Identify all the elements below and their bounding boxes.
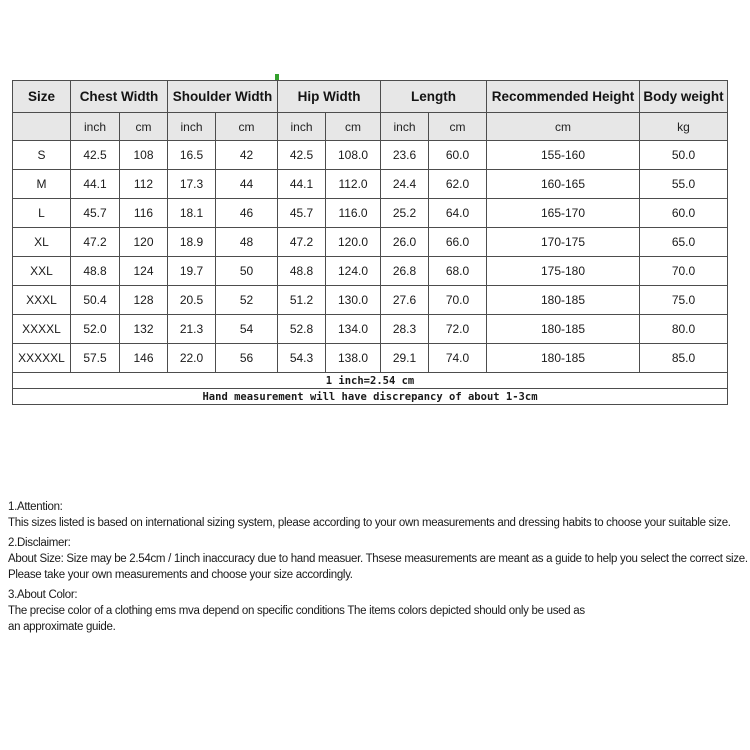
table-cell: 170-175 <box>487 228 640 257</box>
unit-cell: inch <box>168 113 216 141</box>
table-cell: 52.0 <box>71 315 120 344</box>
table-cell: 160-165 <box>487 170 640 199</box>
table-row-xxxxxl <box>13 344 728 373</box>
disclaimer-text-line-1: About Size: Size may be 2.54cm / 1inch inaccuracy due to hand measuer. Thsese measurements are meant as a guide to help you select the correct size. <box>8 553 748 565</box>
size-label-cell: M <box>13 170 71 199</box>
unit-cell <box>13 113 71 141</box>
col-header-recommended-height: Recommended Height <box>487 81 640 113</box>
table-cell: 50.0 <box>640 141 728 170</box>
table-cell: 72.0 <box>429 315 487 344</box>
disclaimer-title: 2.Disclaimer: <box>8 537 71 549</box>
table-cell: 18.1 <box>168 199 216 228</box>
table-cell: 23.6 <box>381 141 429 170</box>
table-cell: 175-180 <box>487 257 640 286</box>
table-cell: 18.9 <box>168 228 216 257</box>
col-header-size: Size <box>13 81 71 113</box>
table-cell: 180-185 <box>487 344 640 373</box>
table-cell: 146 <box>120 344 168 373</box>
table-cell: 112 <box>120 170 168 199</box>
footnotes-block <box>8 499 750 639</box>
size-label-cell: XXL <box>13 257 71 286</box>
size-label-cell: XXXXL <box>13 315 71 344</box>
table-row-xxxxl <box>13 315 728 344</box>
table-cell: 108 <box>120 141 168 170</box>
table-cell: 19.7 <box>168 257 216 286</box>
table-cell: 50 <box>216 257 278 286</box>
table-cell: 27.6 <box>381 286 429 315</box>
disclaimer-text-line-2: Please take your own measurements and choose your size accordingly. <box>8 569 353 581</box>
size-label-cell: XXXL <box>13 286 71 315</box>
inch-conversion-note: 1 inch=2.54 cm <box>13 373 728 389</box>
table-cell: 42 <box>216 141 278 170</box>
table-cell: 54 <box>216 315 278 344</box>
table-row-m <box>13 170 728 199</box>
unit-cell: inch <box>381 113 429 141</box>
table-cell: 24.4 <box>381 170 429 199</box>
table-cell: 52 <box>216 286 278 315</box>
table-cell: 45.7 <box>71 199 120 228</box>
unit-cell: inch <box>278 113 326 141</box>
table-cell: 70.0 <box>429 286 487 315</box>
table-cell: 26.0 <box>381 228 429 257</box>
header-row <box>13 81 728 113</box>
table-cell: 48 <box>216 228 278 257</box>
col-header-body-weight: Body weight <box>640 81 728 113</box>
table-cell: 44.1 <box>71 170 120 199</box>
table-cell: 55.0 <box>640 170 728 199</box>
table-cell: 108.0 <box>326 141 381 170</box>
unit-cell: inch <box>71 113 120 141</box>
col-header-hip-width: Hip Width <box>278 81 381 113</box>
unit-cell: cm <box>487 113 640 141</box>
about-color-text-line-1: The precise color of a clothing ems mva depend on specific conditions The items colors depicted should only be used as <box>8 605 585 617</box>
attention-title: 1.Attention: <box>8 501 63 513</box>
table-cell: 75.0 <box>640 286 728 315</box>
table-cell: 116.0 <box>326 199 381 228</box>
size-label-cell: S <box>13 141 71 170</box>
table-cell: 155-160 <box>487 141 640 170</box>
table-cell: 165-170 <box>487 199 640 228</box>
table-cell: 28.3 <box>381 315 429 344</box>
table-row-l <box>13 199 728 228</box>
col-header-shoulder-width: Shoulder Width <box>168 81 278 113</box>
units-row <box>13 113 728 141</box>
about-color-title: 3.About Color: <box>8 589 78 601</box>
table-cell: 120 <box>120 228 168 257</box>
table-cell: 70.0 <box>640 257 728 286</box>
table-cell: 44.1 <box>278 170 326 199</box>
table-cell: 124 <box>120 257 168 286</box>
table-cell: 48.8 <box>71 257 120 286</box>
about-color-text-line-2: an approximate guide. <box>8 621 116 633</box>
table-row-s <box>13 141 728 170</box>
attention-section <box>8 499 750 531</box>
col-header-length: Length <box>381 81 487 113</box>
table-cell: 130.0 <box>326 286 381 315</box>
unit-cell: cm <box>326 113 381 141</box>
table-cell: 57.5 <box>71 344 120 373</box>
table-cell: 112.0 <box>326 170 381 199</box>
size-label-cell: XXXXXL <box>13 344 71 373</box>
table-cell: 25.2 <box>381 199 429 228</box>
size-label-cell: XL <box>13 228 71 257</box>
table-cell: 22.0 <box>168 344 216 373</box>
table-cell: 17.3 <box>168 170 216 199</box>
table-cell: 50.4 <box>71 286 120 315</box>
table-cell: 42.5 <box>278 141 326 170</box>
table-cell: 47.2 <box>71 228 120 257</box>
table-cell: 66.0 <box>429 228 487 257</box>
table-cell: 42.5 <box>71 141 120 170</box>
unit-cell: cm <box>120 113 168 141</box>
table-cell: 21.3 <box>168 315 216 344</box>
about-color-section <box>8 587 750 635</box>
table-cell: 74.0 <box>429 344 487 373</box>
hand-measurement-note: Hand measurement will have discrepancy of about 1-3cm <box>13 389 728 405</box>
unit-cell: kg <box>640 113 728 141</box>
table-cell: 54.3 <box>278 344 326 373</box>
size-label-cell: L <box>13 199 71 228</box>
table-cell: 44 <box>216 170 278 199</box>
table-cell: 180-185 <box>487 286 640 315</box>
table-cell: 29.1 <box>381 344 429 373</box>
table-row-xxl <box>13 257 728 286</box>
table-row-xxxl <box>13 286 728 315</box>
table-cell: 45.7 <box>278 199 326 228</box>
table-cell: 56 <box>216 344 278 373</box>
table-cell: 68.0 <box>429 257 487 286</box>
table-cell: 16.5 <box>168 141 216 170</box>
table-cell: 128 <box>120 286 168 315</box>
table-cell: 80.0 <box>640 315 728 344</box>
table-cell: 138.0 <box>326 344 381 373</box>
size-chart-table <box>12 80 728 405</box>
table-cell: 124.0 <box>326 257 381 286</box>
unit-cell: cm <box>216 113 278 141</box>
hand-measurement-note-row <box>13 389 728 405</box>
inch-conversion-note-row <box>13 373 728 389</box>
table-cell: 48.8 <box>278 257 326 286</box>
table-cell: 60.0 <box>640 199 728 228</box>
table-cell: 85.0 <box>640 344 728 373</box>
attention-text: This sizes listed is based on international sizing system, please according to your own measurements and dressing habits to choose your suitable size. <box>8 517 731 529</box>
table-cell: 180-185 <box>487 315 640 344</box>
table-cell: 120.0 <box>326 228 381 257</box>
table-cell: 47.2 <box>278 228 326 257</box>
table-cell: 26.8 <box>381 257 429 286</box>
table-cell: 51.2 <box>278 286 326 315</box>
table-cell: 132 <box>120 315 168 344</box>
table-cell: 52.8 <box>278 315 326 344</box>
table-cell: 65.0 <box>640 228 728 257</box>
disclaimer-section <box>8 535 750 583</box>
table-row-xl <box>13 228 728 257</box>
table-cell: 64.0 <box>429 199 487 228</box>
col-header-chest-width: Chest Width <box>71 81 168 113</box>
table-cell: 62.0 <box>429 170 487 199</box>
table-cell: 46 <box>216 199 278 228</box>
table-cell: 20.5 <box>168 286 216 315</box>
table-cell: 116 <box>120 199 168 228</box>
table-cell: 60.0 <box>429 141 487 170</box>
unit-cell: cm <box>429 113 487 141</box>
table-cell: 134.0 <box>326 315 381 344</box>
